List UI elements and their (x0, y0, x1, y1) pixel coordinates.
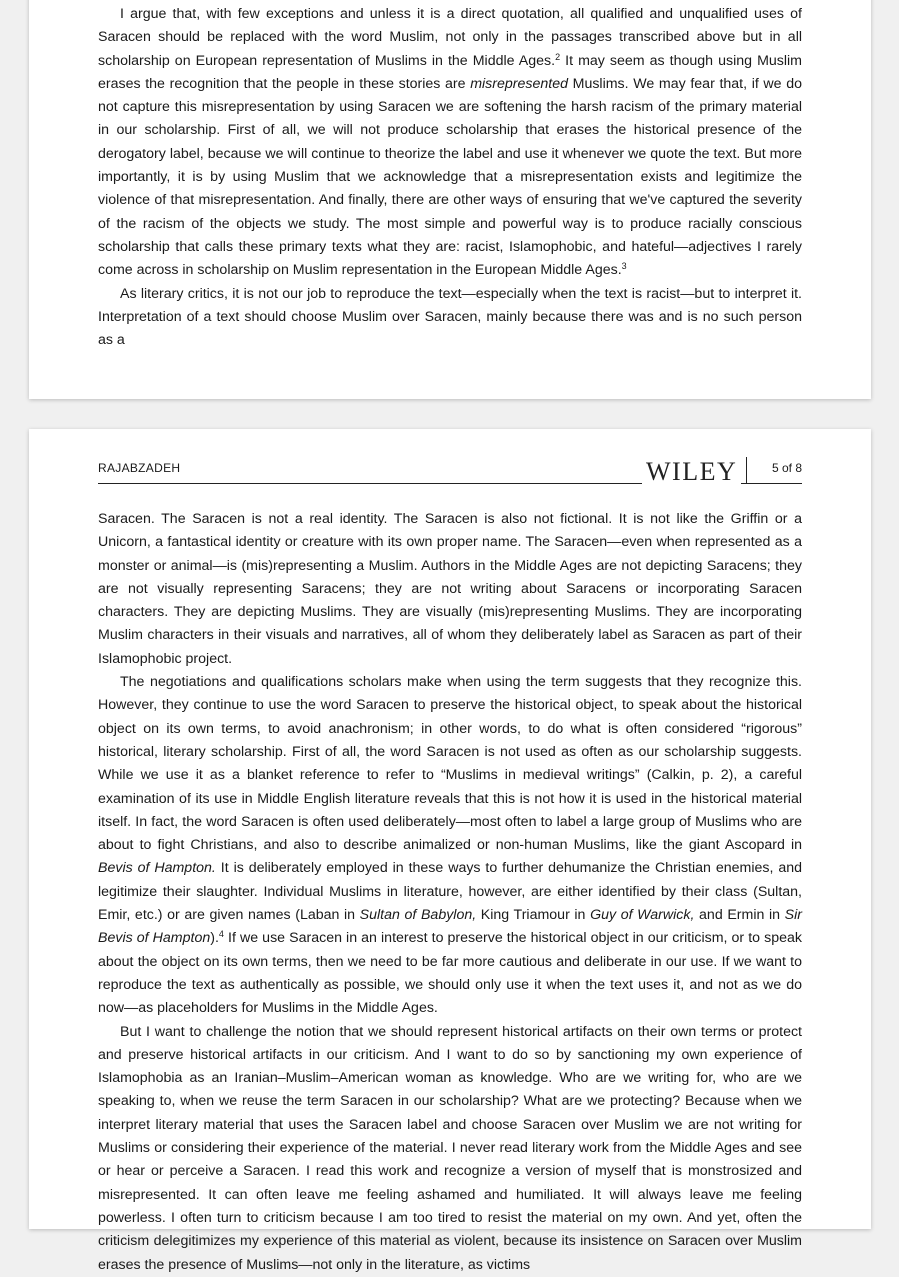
running-header (98, 451, 802, 491)
paragraph: The negotiations and qualifications scholars make when using the term suggests that they recognize this. However, they continue to use the word Saracen to preserve the historical object, to speak about the historical object on its own terms, to avoid anachronism; in other words, to do what is often considered “rigorous” historical, literary scholarship. First of all, the word Saracen is not used as often as our scholarship suggests. While we use it as a blanket reference to refer to “Muslims in medieval writings” (Calkin, p. 2), a careful examination of its use in Middle English literature reveals that this is not how it is used in the historical material itself. In fact, the word Saracen is often used deliberately—most often to label a large group of Muslims who are about to fight Christians, and also to describe animalized or non-human Muslims, like the giant Ascopard in Bevis of Hampton. It is deliberately employed in these ways to further dehumanize the Christian enemies, and legitimize their slaughter. Individual Muslims in literature, however, are either identified by their class (Sultan, Emir, etc.) or are given names (Laban in Sultan of Babylon, King Triamour in Guy of Warwick, and Ermin in Sir Bevis of Hampton).$^4$ If we use Saracen in an interest to preserve the historical object in our criticism, or to speak about the object on its own terms, then we need to be far more cautious and deliberate in our use. If we want to reproduce the text as authentically as possible, we should only use it when the text uses it, and not as we do now—as placeholders for Muslims in the Middle Ages. (98, 674, 802, 1017)
author-name: RAJABZADEH (98, 461, 181, 475)
current-page (29, 429, 871, 1273)
paragraph: But I want to challenge the notion that we should represent historical artifacts on their own terms or protect and preserve historical artifacts in our criticism. And I want to do so by sanctioning my own experience of Islamophobia as an Iranian–Muslim–American woman as knowledge. Who are we writing for, who are we speaking to, when we reuse the term Saracen in our scholarship? What are we protecting? Because when we interpret literary material that uses the Saracen label and choose Saracen over Muslim we are not writing for Muslims or considering their experience of the material. I never read literary work from the Middle Ages and see or hear or perceive a Saracen. I read this work and recognize a version of myself that is monstrosized and misrepresented. It can often leave me feeling ashamed and humiliated. It will always leave me feeling powerless. I often turn to criticism because I am too tired to resist the material on my own. And yet, often the criticism delegitimizes my experience of this material as violent, because its insistence on Saracen over Muslim erases the presence of Muslims—not only in the literature, as victims (98, 1023, 802, 1273)
paragraph: As literary critics, it is not our job to reproduce the text—especially when the text is racist—but to interpret it. Interpretation of a text should choose Muslim over Saracen, mainly because there was and is no such person as a (98, 285, 802, 349)
paragraph: I argue that, with few exceptions and unless it is a direct quotation, all qualified and unqualified uses of Saracen should be replaced with the word Muslim, not only in the passages transcribed above but in all scholarship on European representation of Muslims in the Middle Ages.$^2$ It may seem as though using Muslim erases the recognition that the people in these stories are misrepresented Muslims. We may fear that, if we do not capture this misrepresentation by using Saracen we are softening the harsh racism of the primary material in our scholarship. First of all, we will not produce scholarship that erases the historical presence of the derogatory label, because we will continue to theorize the label and use it whenever we quote the text. But more importantly, it is by using Muslim that we acknowledge that a misrepresentation exists and legitimize the violence of that misrepresentation. And finally, there are other ways of ensuring that we've captured the severity of the racism of the objects we study. The most simple and powerful way is to produce racially conscious scholarship that calls these primary texts what they are: racist, Islamophobic, and hateful—adjectives I rarely come across in scholarship on Muslim representation in the European Middle Ages.$^3$ (98, 6, 802, 279)
current-page-body (98, 508, 802, 1277)
paragraph: Saracen. The Saracen is not a real identity. The Saracen is also not fictional. It is not like the Griffin or a Unicorn, a fantastical identity or creature with its own proper name. The Saracen—even when represented as a monster or animal—is (mis)representing a Muslim. Authors in the Middle Ages are not depicting Saracens; they are not visually representing Saracens; they are not writing about Saracens or incorporating Saracen characters. They are depicting Muslims. They are visually (mis)representing Muslims. They are incorporating Muslim characters in their visuals and narratives, all of whom they deliberately label as Saracen as part of their Islamophobic project. (98, 511, 802, 667)
footnote-marker[interactable]: 3 (621, 261, 627, 272)
footnote-marker[interactable]: 2 (555, 51, 561, 62)
publisher-logo: WILEY (642, 457, 741, 487)
previous-page (29, 0, 871, 399)
header-divider (746, 457, 747, 483)
previous-page-body (98, 3, 802, 352)
page-number: 5 of 8 (771, 461, 802, 475)
footnote-marker[interactable]: 4 (218, 929, 224, 940)
